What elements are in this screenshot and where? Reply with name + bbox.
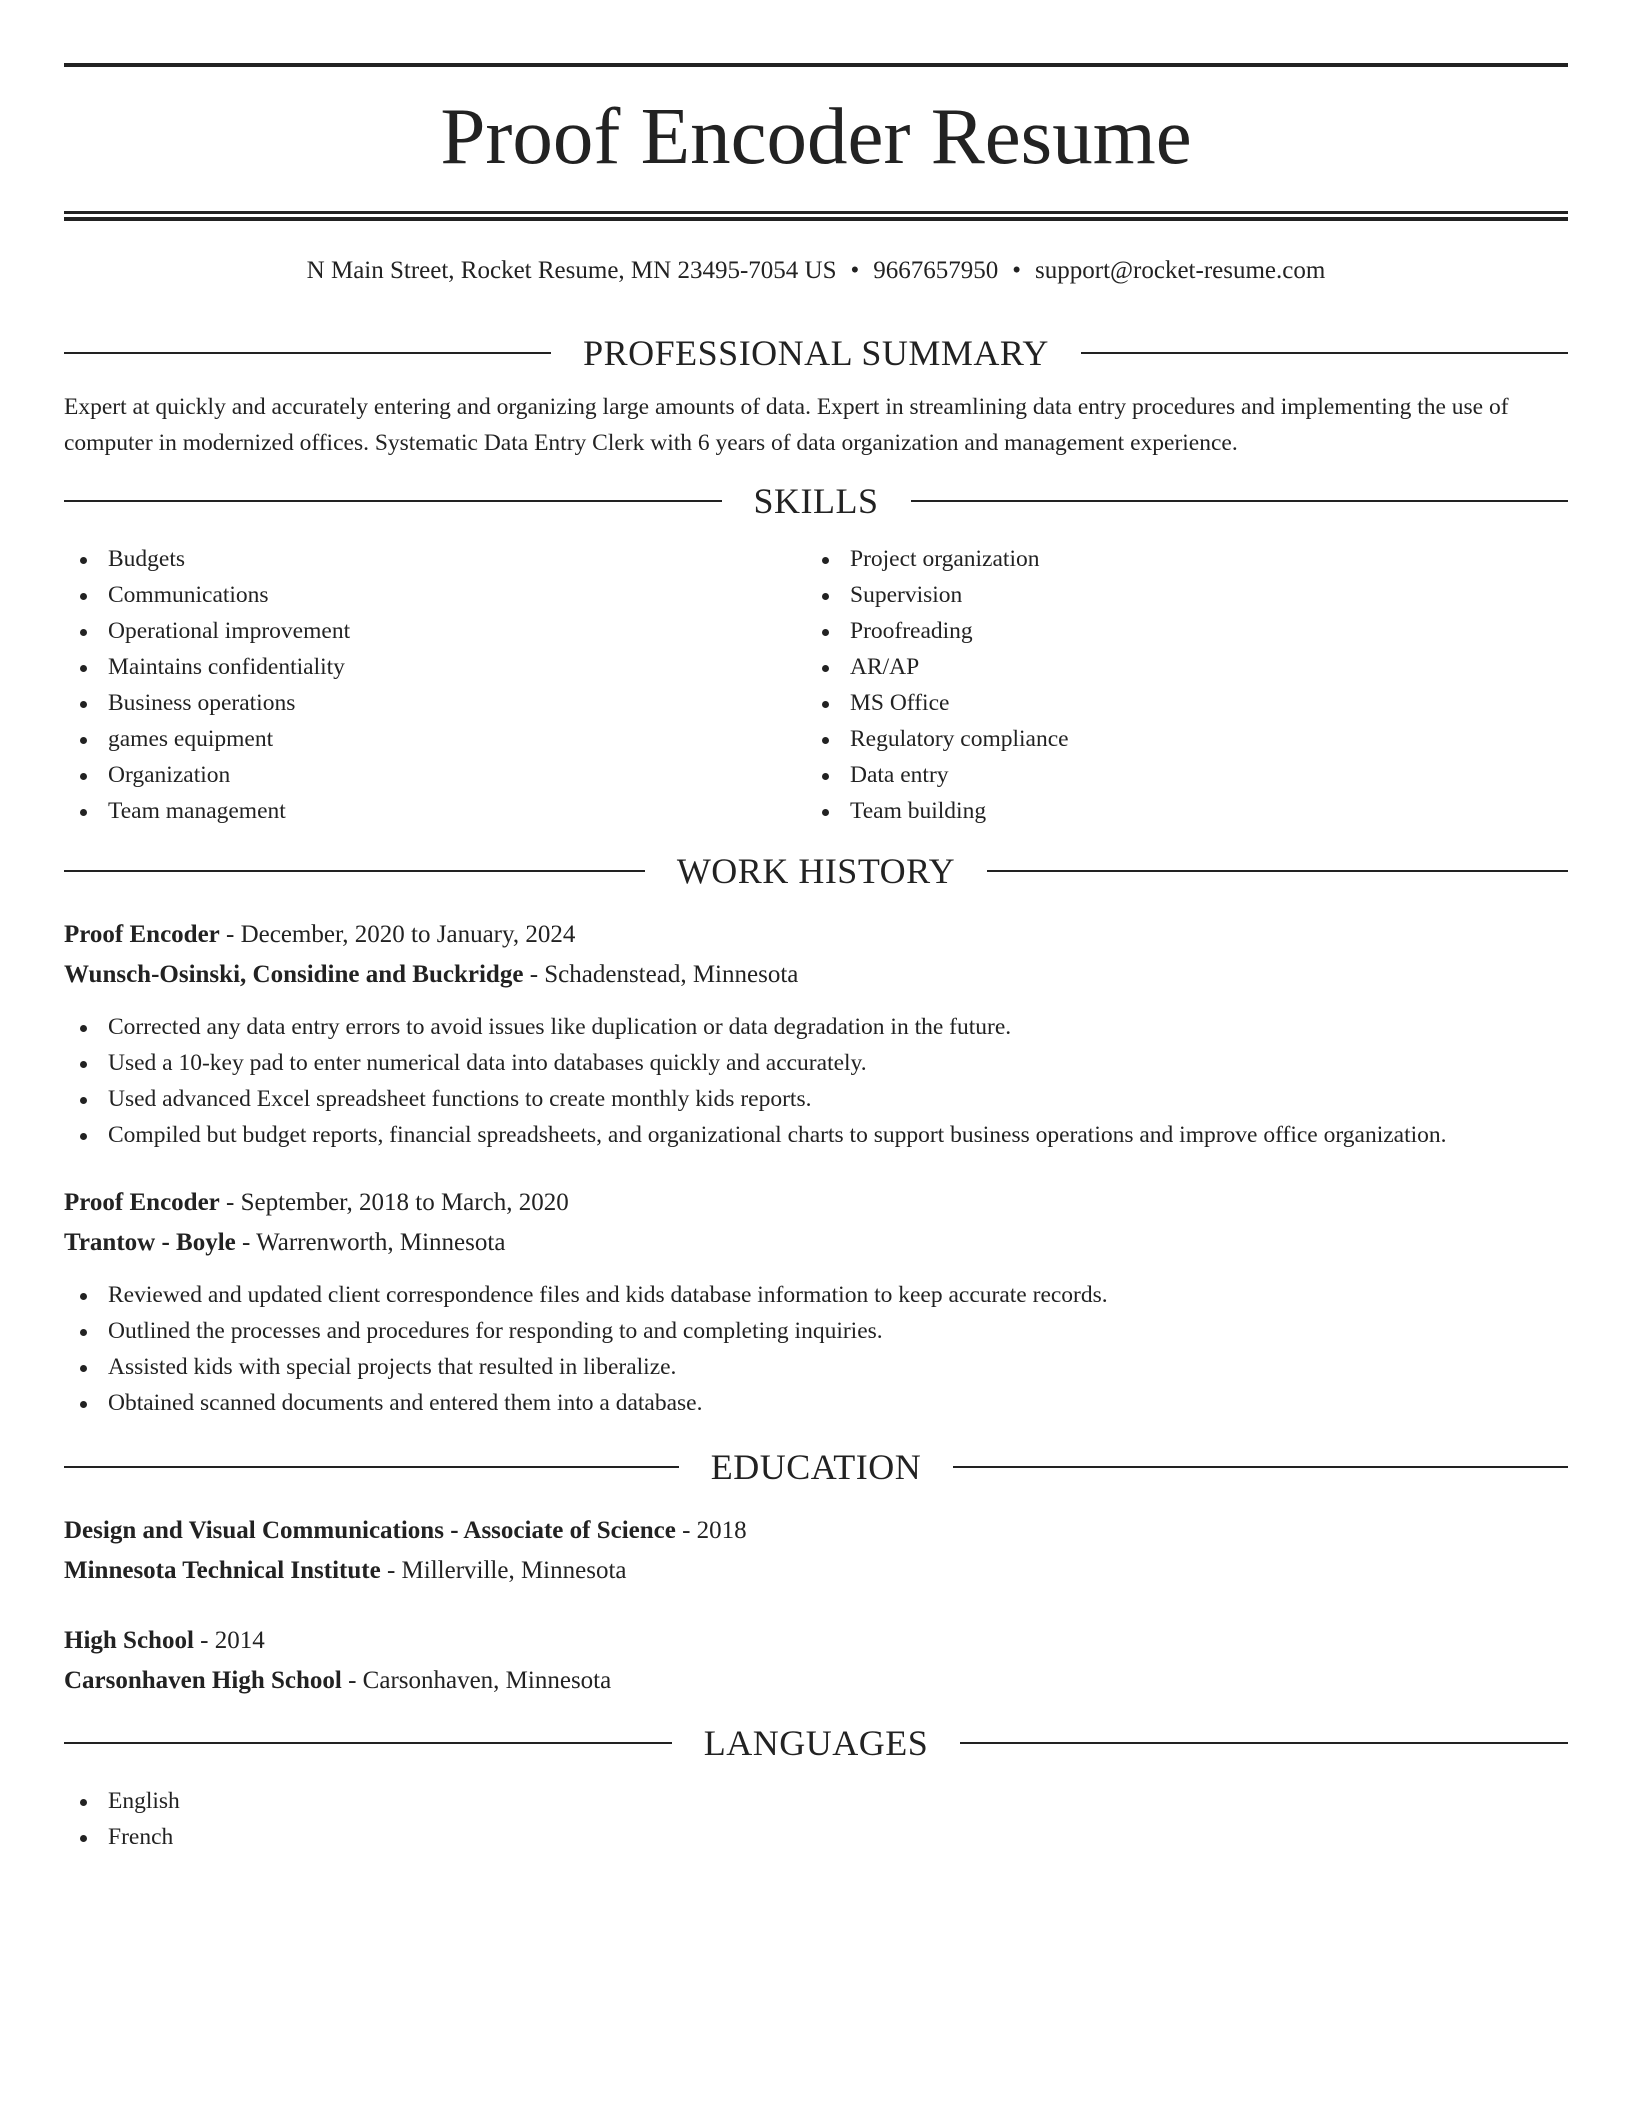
- section-title-work: WORK HISTORY: [676, 851, 956, 891]
- contact-line: [64, 255, 1568, 287]
- section-header-summary: [64, 331, 1568, 375]
- skill-item: Proofreading: [806, 613, 1548, 649]
- edu-location: - Carsonhaven, Minnesota: [341, 1667, 612, 1694]
- skills-list-right: [806, 541, 1548, 829]
- skill-item: Project organization: [806, 541, 1548, 577]
- section-header-education: [64, 1445, 1568, 1489]
- job-title-line: [64, 1183, 1568, 1223]
- skill-item: Maintains confidentiality: [64, 649, 806, 685]
- divider-line: [911, 500, 1569, 502]
- divider-line: [987, 870, 1568, 872]
- edu-year: - 2018: [675, 1517, 747, 1544]
- job-bullet: Obtained scanned documents and entered them into a database.: [64, 1385, 1568, 1421]
- job-company-line: [64, 1223, 1568, 1263]
- job-bullets: [64, 1277, 1568, 1421]
- contact-separator: •: [850, 257, 860, 284]
- section-title-summary: PROFESSIONAL SUMMARY: [583, 333, 1049, 373]
- edu-degree-line: [64, 1621, 1568, 1661]
- edu-location: - Millerville, Minnesota: [380, 1557, 627, 1584]
- job-company: Wunsch-Osinski, Considine and Buckridge: [64, 961, 524, 988]
- job-bullet: Reviewed and updated client correspondence files and kids database information to keep accurate records.: [64, 1277, 1568, 1313]
- contact-phone: 9667657950: [873, 257, 999, 284]
- divider-line: [64, 1466, 679, 1468]
- job-dates: - December, 2020 to January, 2024: [219, 921, 576, 948]
- section-header-work: [64, 849, 1568, 893]
- skill-item: Operational improvement: [64, 613, 806, 649]
- job-bullet: Used a 10-key pad to enter numerical data into databases quickly and accurately.: [64, 1045, 1568, 1081]
- skill-item: Data entry: [806, 757, 1548, 793]
- skill-item: MS Office: [806, 685, 1548, 721]
- skill-item: Communications: [64, 577, 806, 613]
- divider-line: [953, 1466, 1568, 1468]
- contact-email: support@rocket-resume.com: [1035, 257, 1326, 284]
- language-item: English: [64, 1783, 1568, 1819]
- job-title: Proof Encoder: [64, 921, 220, 948]
- edu-school-line: [64, 1551, 1568, 1591]
- edu-school-line: [64, 1661, 1568, 1701]
- job-location: - Warrenworth, Minnesota: [235, 1229, 506, 1256]
- resume-page: [64, 0, 1568, 1855]
- job-dates: - September, 2018 to March, 2020: [219, 1189, 569, 1216]
- language-item: French: [64, 1819, 1568, 1855]
- top-rule: [64, 63, 1568, 67]
- section-title-skills: SKILLS: [753, 481, 879, 521]
- divider-line: [64, 870, 645, 872]
- job-bullet: Used advanced Excel spreadsheet functions to create monthly kids reports.: [64, 1081, 1568, 1117]
- divider-line: [64, 500, 722, 502]
- skills-list-left: [64, 541, 806, 829]
- edu-degree: Design and Visual Communications - Associate of Science: [64, 1517, 676, 1544]
- section-title-education: EDUCATION: [710, 1447, 922, 1487]
- divider-line: [1081, 352, 1568, 354]
- section-header-skills: [64, 479, 1568, 523]
- edu-school: Minnesota Technical Institute: [64, 1557, 381, 1584]
- skill-item: Budgets: [64, 541, 806, 577]
- job-company: Trantow - Boyle: [64, 1229, 236, 1256]
- contact-address: N Main Street, Rocket Resume, MN 23495-7054 US: [306, 257, 837, 284]
- summary-text: Expert at quickly and accurately entering and organizing large amounts of data. Expert in streamlining data entry procedures and implementing the use of computer in modernized offices. Systematic Data Entry Clerk with 6 years of data organization and management experience.: [64, 394, 1509, 456]
- job-title-line: [64, 915, 1568, 955]
- job-bullet: Assisted kids with special projects that resulted in liberalize.: [64, 1349, 1568, 1385]
- edu-degree: High School: [64, 1627, 194, 1654]
- divider-line: [64, 1742, 672, 1744]
- skill-item: Regulatory compliance: [806, 721, 1548, 757]
- section-title-languages: LANGUAGES: [703, 1723, 929, 1763]
- job-bullet: Outlined the processes and procedures for responding to and completing inquiries.: [64, 1313, 1568, 1349]
- skill-item: Business operations: [64, 685, 806, 721]
- divider-line: [64, 352, 551, 354]
- double-rule: [64, 211, 1568, 221]
- skill-item: Team building: [806, 793, 1548, 829]
- divider-line: [960, 1742, 1568, 1744]
- edu-school: Carsonhaven High School: [64, 1667, 342, 1694]
- skill-item: AR/AP: [806, 649, 1548, 685]
- job-bullets: [64, 1009, 1568, 1153]
- contact-separator: •: [1012, 257, 1022, 284]
- skill-item: Supervision: [806, 577, 1548, 613]
- job-location: - Schadenstead, Minnesota: [523, 961, 799, 988]
- job-bullet: Compiled but budget reports, financial spreadsheets, and organizational charts to support business operations and improve office organization.: [64, 1117, 1568, 1153]
- edu-year: - 2014: [193, 1627, 265, 1654]
- job-company-line: [64, 955, 1568, 995]
- job-title: Proof Encoder: [64, 1189, 220, 1216]
- skill-item: Team management: [64, 793, 806, 829]
- skills-columns: [64, 541, 1568, 829]
- skill-item: Organization: [64, 757, 806, 793]
- job-bullet: Corrected any data entry errors to avoid issues like duplication or data degradation in the future.: [64, 1009, 1568, 1045]
- section-header-languages: [64, 1721, 1568, 1765]
- resume-title: Proof Encoder Resume: [440, 91, 1192, 181]
- languages-list: [64, 1783, 1568, 1855]
- skill-item: games equipment: [64, 721, 806, 757]
- edu-degree-line: [64, 1511, 1568, 1551]
